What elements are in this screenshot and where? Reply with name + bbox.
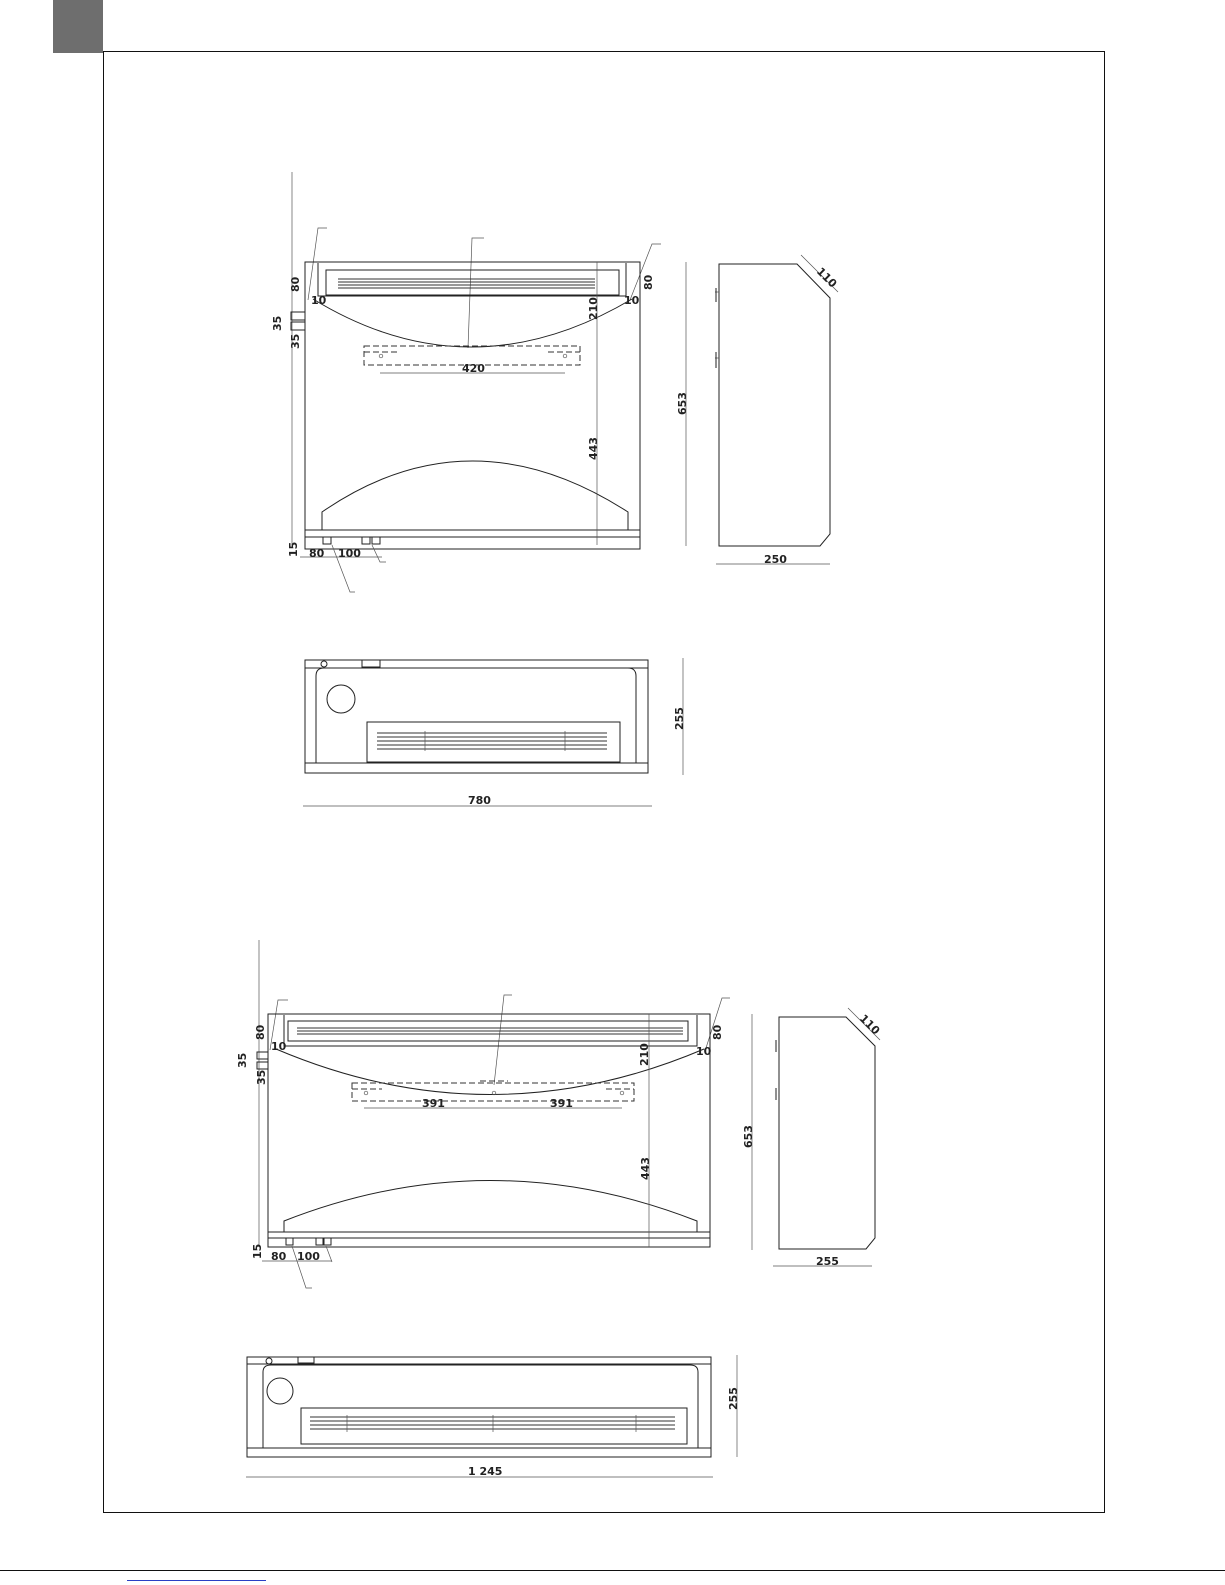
dim2-lower-height: 443	[639, 1157, 652, 1180]
dim2-top-offset: 80	[254, 1024, 267, 1040]
dim-side-total-height: 653	[676, 392, 689, 415]
dim2-left-offset: 10	[271, 1040, 287, 1053]
dim2-top-depth: 255	[727, 1387, 740, 1410]
unit-1-top-view	[303, 658, 686, 807]
unit-1-front-view	[271, 172, 661, 592]
dim-right-top: 80	[642, 274, 655, 290]
dim2-pipe-b: 35	[255, 1069, 268, 1085]
dim2-side-depth: 255	[816, 1255, 839, 1268]
dim2-bracket-span-right: 391	[550, 1097, 573, 1110]
dim2-bottom-offset: 15	[251, 1243, 264, 1259]
dim-inner-height: 210	[587, 297, 600, 320]
dim-bottom-spacing: 100	[338, 547, 361, 560]
dim-bottom-left: 80	[309, 547, 325, 560]
dim-top-offset: 80	[289, 276, 302, 292]
dim-top-width: 780	[468, 794, 491, 807]
dim2-right-offset: 10	[696, 1045, 712, 1058]
dim2-bottom-left: 80	[271, 1250, 287, 1263]
dim-side-depth: 250	[764, 553, 787, 566]
dim2-side-total-height: 653	[742, 1125, 755, 1148]
dim-lower-height: 443	[587, 437, 600, 460]
dim2-bracket-span-left: 391	[422, 1097, 445, 1110]
dim-bracket-span: 420	[462, 362, 485, 375]
unit-2-front-view	[236, 940, 730, 1288]
dim-side-slope: 110	[813, 264, 840, 291]
dim-top-depth: 255	[673, 707, 686, 730]
dim-pipe-b: 35	[289, 333, 302, 349]
dim-right-offset: 10	[624, 294, 640, 307]
unit-1-side-view	[676, 255, 840, 566]
dim2-bottom-spacing: 100	[297, 1250, 320, 1263]
unit-2-side-view	[742, 1008, 883, 1268]
dim-pipe-a: 35	[271, 315, 284, 331]
unit-2-top-view	[246, 1355, 740, 1478]
dim2-inner-height: 210	[638, 1043, 651, 1066]
dim-left-offset: 10	[311, 294, 327, 307]
dim-bottom-offset: 15	[287, 541, 300, 557]
dim2-side-slope: 110	[856, 1011, 883, 1038]
dim2-top-width: 1 245	[468, 1465, 503, 1478]
dim2-pipe-a: 35	[236, 1052, 249, 1068]
dim2-right-top: 80	[711, 1024, 724, 1040]
